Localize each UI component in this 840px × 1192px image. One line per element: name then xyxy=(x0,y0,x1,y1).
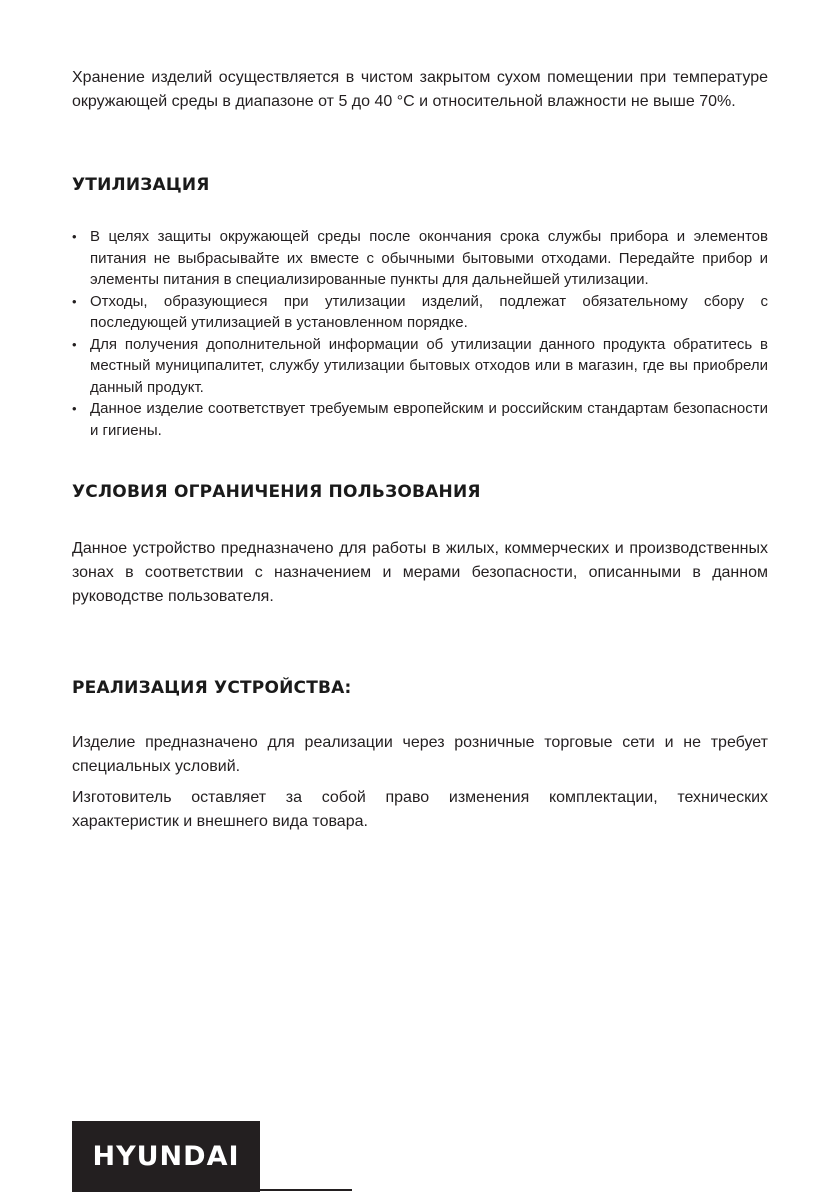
sales-paragraph-1: Изделие предназначено для реализации через розничные торговые сети и не требует специальных условий. xyxy=(72,734,768,775)
usage-conditions-paragraph: Данное устройство предназначено для работы в жилых, коммерческих и производственных зонах в соответствии с назначением и мерами безопасности, описанными в данном руководстве пользователя. xyxy=(72,540,768,605)
usage-conditions-heading: УСЛОВИЯ ОГРАНИЧЕНИЯ ПОЛЬЗОВАНИЯ xyxy=(72,482,481,502)
disposal-heading: УТИЛИЗАЦИЯ xyxy=(72,175,210,195)
list-item: • Для получения дополнительной информации об утилизации данного продукта обратитесь в местный муниципалитет, службу утилизации бытовых отходов или в магазин, где вы приобрели данный продукт. xyxy=(72,334,768,399)
list-item: • Отходы, образующиеся при утилизации изделий, подлежат обязательному сбору с последующей утилизацией в установленном порядке. xyxy=(72,291,768,334)
footer-rule xyxy=(260,1189,352,1191)
list-item: • В целях защиты окружающей среды после окончания срока службы прибора и элементов питания не выбрасывайте их вместе с обычными бытовыми отходами. Передайте прибор и элементы питания в специализированные пункты для дальнейшей утилизации. xyxy=(72,226,768,291)
brand-logo xyxy=(72,1121,260,1192)
sales-paragraph-2: Изготовитель оставляет за собой право изменения комплектации, технических характеристик и внешнего вида товара. xyxy=(72,789,768,830)
storage-paragraph: Хранение изделий осуществляется в чистом закрытом сухом помещении при температуре окружающей среды в диапазоне от 5 до 40 °C и относительной влажности не выше 70%. xyxy=(72,69,768,110)
brand-logo-text: HYUNDAI xyxy=(92,1141,240,1172)
list-item: • Данное изделие соответствует требуемым европейским и российским стандартам безопасности и гигиены. xyxy=(72,398,768,441)
sales-heading: РЕАЛИЗАЦИЯ УСТРОЙСТВА: xyxy=(72,678,352,698)
disposal-list xyxy=(72,226,768,441)
